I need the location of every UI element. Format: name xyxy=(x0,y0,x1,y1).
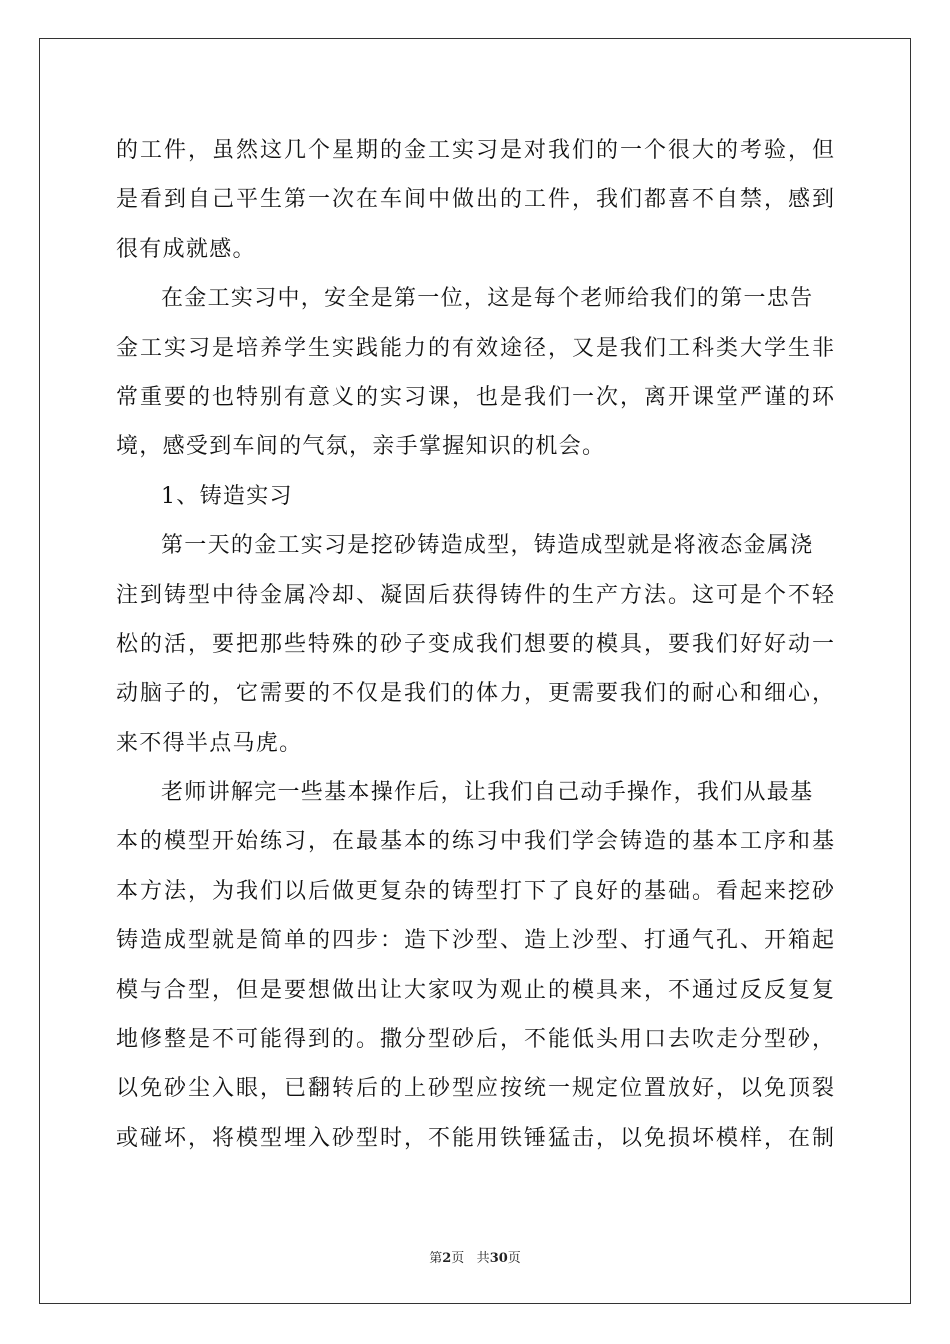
text-line: 是看到自己平生第一次在车间中做出的工件，我们都喜不自禁，感到 xyxy=(116,187,834,213)
text-line: 的工件，虽然这几个星期的金工实习是对我们的一个很大的考验，但 xyxy=(116,138,834,163)
page-number: 2 xyxy=(442,1251,452,1266)
text-line: 本方法，为我们以后做更复杂的铸型打下了良好的基础。看起来挖砂 xyxy=(116,878,834,904)
text-line: 境，感受到车间的气氛，亲手掌握知识的机会。 xyxy=(116,434,606,460)
text-line: 地修整是不可能得到的。撒分型砂后，不能低头用口去吹走分型砂， xyxy=(116,1027,834,1053)
text-line: 松的活，要把那些特殊的砂子变成我们想要的模具，要我们好好动一 xyxy=(116,631,834,657)
total-suffix: 页 xyxy=(507,1251,521,1266)
page-suffix: 页 xyxy=(451,1251,465,1266)
text-line: 动脑子的，它需要的不仅是我们的体力，更需要我们的耐心和细心， xyxy=(116,681,834,707)
text-line: 第一天的金工实习是挖砂铸造成型，铸造成型就是将液态金属浇 xyxy=(161,533,814,559)
page-prefix: 第 xyxy=(429,1251,443,1266)
text-line: 常重要的也特别有意义的实习课，也是我们一次，离开课堂严谨的环 xyxy=(116,384,834,410)
text-line: 以免砂尘入眼，已翻转后的上砂型应按统一规定位置放好，以免顶裂 xyxy=(116,1076,834,1102)
text-line: 金工实习是培养学生实践能力的有效途径，又是我们工科类大学生非 xyxy=(116,335,834,361)
section-heading: 1、铸造实习 xyxy=(161,483,293,509)
total-pages: 30 xyxy=(489,1251,508,1266)
text-line: 或碰坏，将模型埋入砂型时，不能用铁锤猛击，以免损坏模样，在制 xyxy=(116,1125,834,1151)
text-line: 注到铸型中待金属冷却、凝固后获得铸件的生产方法。这可是个不轻 xyxy=(116,582,834,608)
document-body xyxy=(116,126,834,1163)
text-line: 模与合型，但是要想做出让大家叹为观止的模具来，不通过反反复复 xyxy=(116,977,834,1003)
total-prefix: 共 xyxy=(476,1251,490,1266)
text-line: 来不得半点马虎。 xyxy=(116,730,303,756)
text-line: 老师讲解完一些基本操作后，让我们自己动手操作，我们从最基 xyxy=(161,780,814,806)
page-footer xyxy=(0,1247,950,1266)
text-line: 在金工实习中，安全是第一位，这是每个老师给我们的第一忠告 xyxy=(161,286,814,312)
text-line: 铸造成型就是简单的四步：造下沙型、造上沙型、打通气孔、开箱起 xyxy=(116,928,834,954)
text-line: 很有成就感。 xyxy=(116,236,256,262)
text-line: 本的模型开始练习，在最基本的练习中我们学会铸造的基本工序和基 xyxy=(116,829,834,855)
